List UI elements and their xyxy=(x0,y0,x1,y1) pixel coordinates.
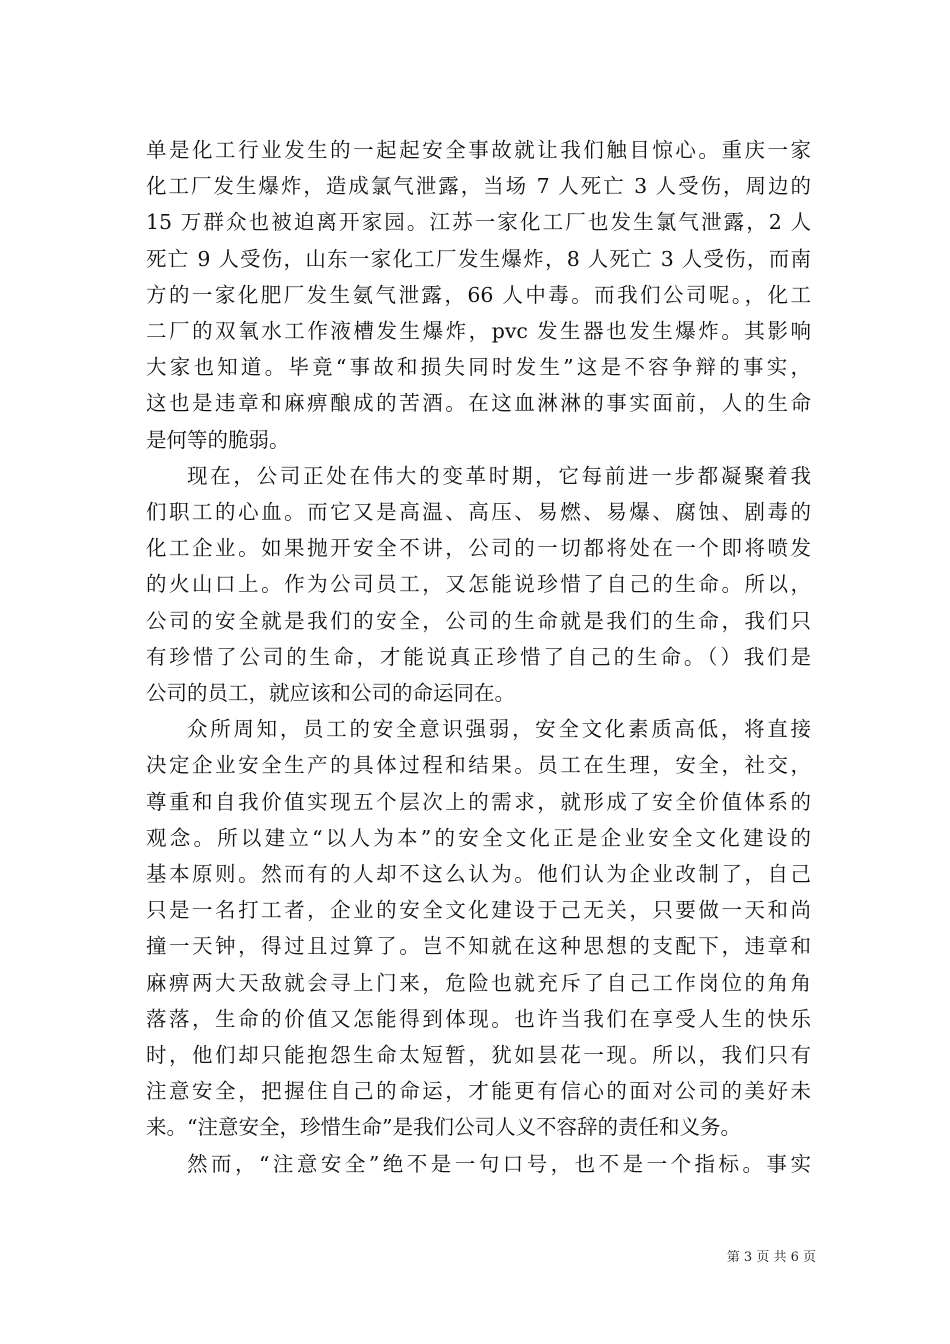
text-line: 公司的员工，就应该和公司的命运同在。 xyxy=(146,681,515,706)
text-line: 然而，“注意安全”绝不是一句口号，也不是一个指标。事实 xyxy=(187,1151,811,1176)
text-line: 注意安全，把握住自己的命运，才能更有信心的面对公司的美好未 xyxy=(146,1079,811,1104)
text-line: 麻痹两大天敌就会寻上门来，危险也就充斥了自己工作岗位的角角 xyxy=(146,970,811,995)
text-line: 落落，生命的价值又怎能得到体现。也许当我们在享受人生的快乐 xyxy=(146,1006,811,1031)
text-line: 化工企业。如果抛开安全不讲，公司的一切都将处在一个即将喷发 xyxy=(146,536,811,561)
text-line: 的火山口上。作为公司员工，又怎能说珍惜了自己的生命。所以， xyxy=(146,572,811,597)
text-line: 公司的安全就是我们的安全，公司的生命就是我们的生命，我们只 xyxy=(146,608,811,633)
text-line: 15 万群众也被迫离开家园。江苏一家化工厂也发生氯气泄露，2 人 xyxy=(146,210,811,235)
text-line: 观念。所以建立“以人为本”的安全文化正是企业安全文化建设的 xyxy=(146,825,811,850)
text-line: 撞一天钟，得过且过算了。岂不知就在这种思想的支配下，违章和 xyxy=(146,934,811,959)
text-line: 只是一名打工者，企业的安全文化建设于己无关，只要做一天和尚 xyxy=(146,898,811,923)
page-number: 第 3 页 共 6 页 xyxy=(726,1250,816,1265)
paragraph xyxy=(146,1146,811,1182)
text-line: 众所周知，员工的安全意识强弱，安全文化素质高低，将直接 xyxy=(187,717,811,742)
text-line: 有珍惜了公司的生命，才能说真正珍惜了自己的生命。（）我们是 xyxy=(146,644,811,669)
text-line: 方的一家化肥厂发生氨气泄露，66 人中毒。而我们公司呢。，化工 xyxy=(146,282,811,307)
paragraph xyxy=(146,711,811,1145)
paragraph xyxy=(146,132,811,458)
text-line: 化工厂发生爆炸，造成氯气泄露，当场 7 人死亡 3 人受伤，周边的 xyxy=(146,174,811,199)
text-line: 是何等的脆弱。 xyxy=(146,427,290,452)
text-line: 大家也知道。毕竟“事故和损失同时发生”这是不容争辩的事实， xyxy=(146,355,811,380)
text-line: 这也是违章和麻痹酿成的苦酒。在这血淋淋的事实面前，人的生命 xyxy=(146,391,811,416)
text-line: 基本原则。然而有的人却不这么认为。他们认为企业改制了，自己 xyxy=(146,862,811,887)
text-line: 单是化工行业发生的一起起安全事故就让我们触目惊心。重庆一家 xyxy=(146,138,811,162)
document-body xyxy=(146,132,811,1182)
paragraph xyxy=(146,458,811,711)
text-line: 们职工的心血。而它又是高温、高压、易燃、易爆、腐蚀、剧毒的 xyxy=(146,500,811,525)
text-line: 现在，公司正处在伟大的变革时期，它每前进一步都凝聚着我 xyxy=(187,463,811,488)
text-line: 决定企业安全生产的具体过程和结果。员工在生理，安全，社交， xyxy=(146,753,811,778)
text-line: 死亡 9 人受伤，山东一家化工厂发生爆炸，8 人死亡 3 人受伤，而南 xyxy=(146,246,811,271)
text-line: 尊重和自我价值实现五个层次上的需求，就形成了安全价值体系的 xyxy=(146,789,811,814)
text-line: 二厂的双氧水工作液槽发生爆炸，pvc 发生器也发生爆炸。其影响 xyxy=(146,319,811,344)
text-line: 来。“注意安全，珍惜生命”是我们公司人义不容辞的责任和义务。 xyxy=(146,1115,741,1140)
text-line: 时，他们却只能抱怨生命太短暂，犹如昙花一现。所以，我们只有 xyxy=(146,1043,811,1068)
